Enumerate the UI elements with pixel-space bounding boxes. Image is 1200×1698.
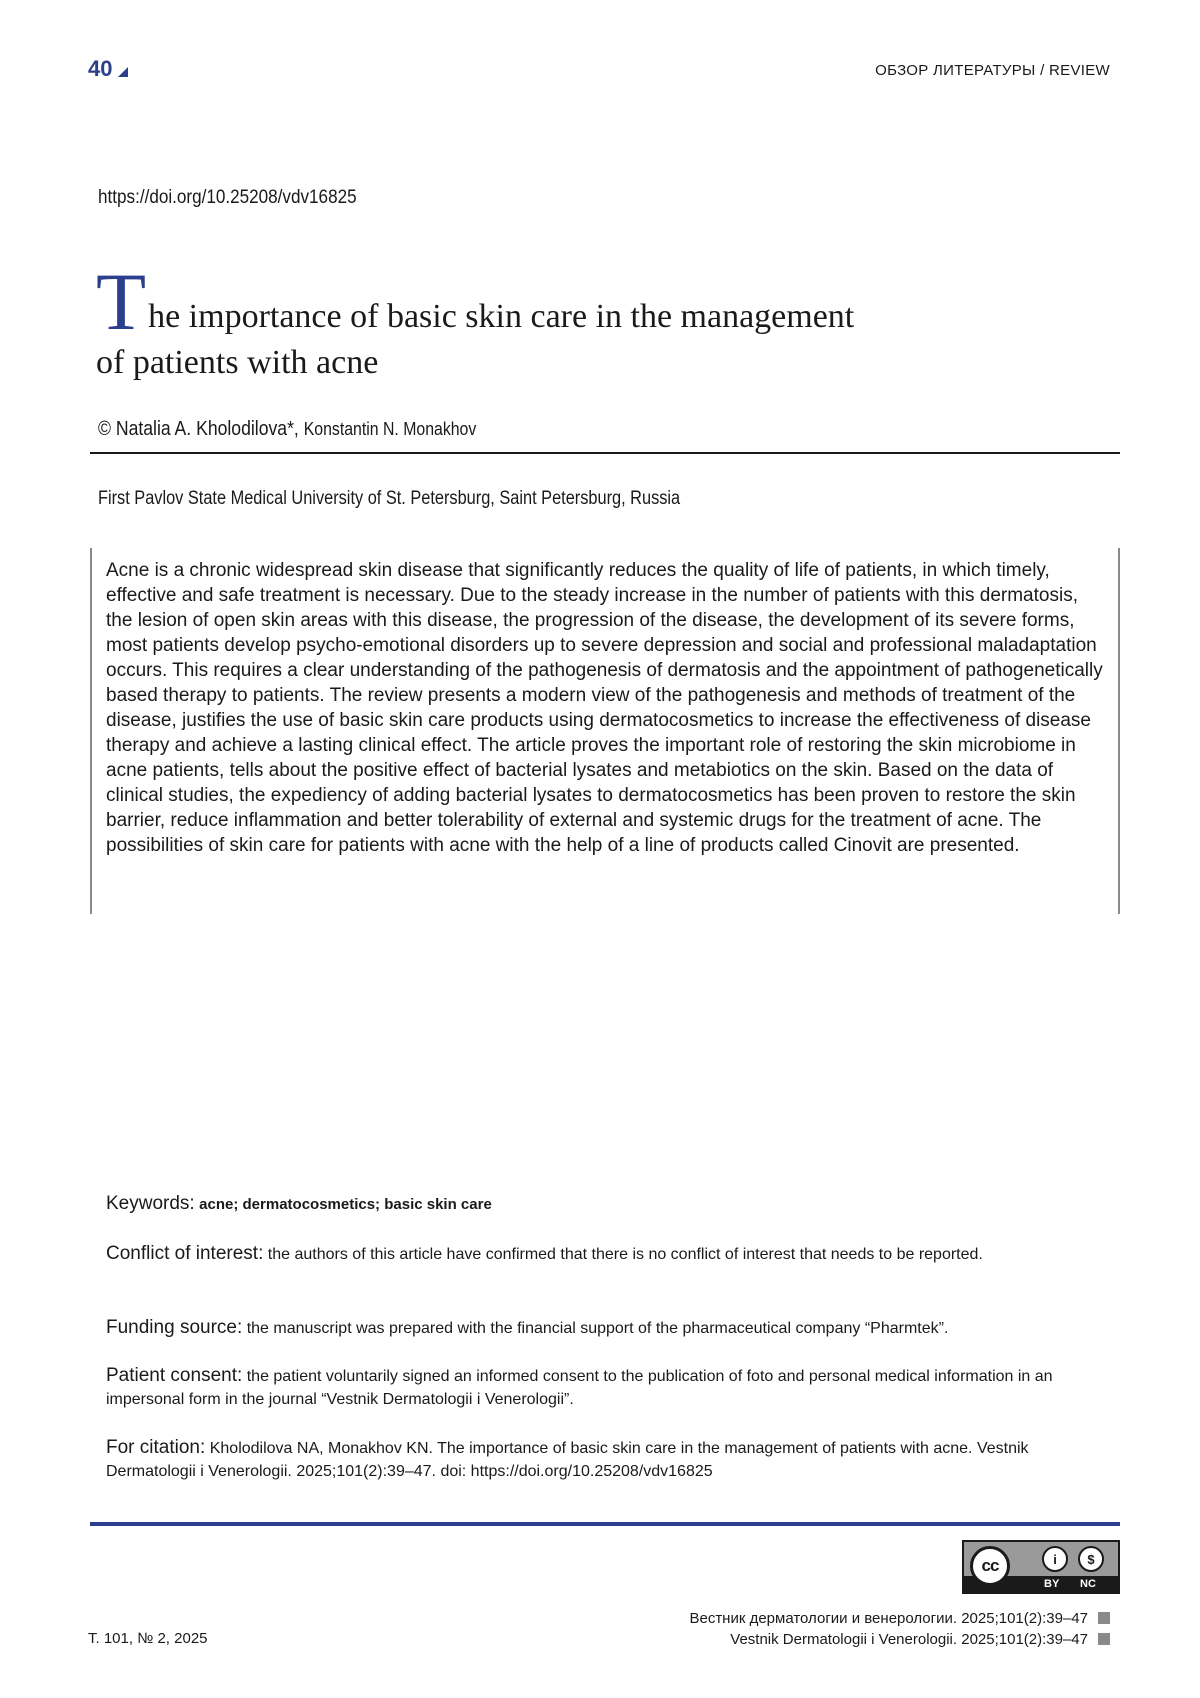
square-bullet-icon bbox=[1098, 1633, 1110, 1645]
doi-link[interactable]: https://doi.org/10.25208/vdv16825 bbox=[98, 187, 357, 208]
cc-license-badge[interactable] bbox=[962, 1540, 1120, 1594]
funding-value: the manuscript was prepared with the financial support of the pharmaceutical company “Pharmtek”. bbox=[246, 1320, 949, 1337]
divider-rule bbox=[90, 452, 1120, 454]
consent-block bbox=[106, 1364, 1106, 1411]
consent-label: Patient consent: bbox=[106, 1365, 243, 1386]
article-title bbox=[96, 256, 956, 386]
footer-journal bbox=[689, 1608, 1088, 1650]
keywords-block bbox=[106, 1192, 1106, 1216]
attribution-icon: i bbox=[1042, 1546, 1068, 1572]
funding-label: Funding source: bbox=[106, 1317, 243, 1338]
footer-rule bbox=[90, 1522, 1120, 1526]
page-number bbox=[88, 56, 128, 82]
abstract: Acne is a chronic widespread skin disease that significantly reduces the quality of life of patients, in which timely, effective and safe treatment is necessary. Due to the steady increase in the number of patients with this dermatosis, the lesion of open skin areas with this disease, the progression of the disease, the development of its severe forms, most patients develop psycho-emotional disorders up to severe depression and social and professional maladaptation occurs. This requires a clear understanding of the pathogenesis of dermatosis and the appointment of pathogenetically based therapy to patients. The review presents a modern view of the pathogenesis and methods of treatment of the disease, justifies the use of basic skin care products using dermatocosmetics to increase the effectiveness of disease therapy and achieve a lasting clinical effect. The article proves the important role of restoring the skin microbiome in acne patients, tells about the positive effect of bacterial lysates and metabiotics on the skin. Based on the data of clinical studies, the expediency of adding bacterial lysates to dermatocosmetics has been proven to restore the skin barrier, reduce inflammation and better tolerability of external and systemic drugs for the treatment of acne. The possibilities of skin care for patients with acne with the help of a line of products called Cinovit are presented. bbox=[106, 560, 1103, 856]
citation-label: For citation: bbox=[106, 1437, 206, 1458]
title-line-1: he importance of basic skin care in the management bbox=[148, 298, 855, 335]
author-second: Konstantin N. Monakhov bbox=[303, 419, 477, 439]
conflict-value: the authors of this article have confirmed that there is no conflict of interest that needs to be reported. bbox=[267, 1246, 983, 1263]
cc-by-label: BY bbox=[1044, 1578, 1060, 1590]
corner-triangle-icon bbox=[118, 67, 128, 77]
keywords-label: Keywords: bbox=[106, 1193, 195, 1214]
cc-nc-label: NC bbox=[1080, 1578, 1096, 1590]
footer-journal-en: Vestnik Dermatologii i Venerologii. 2025;101(2):39–47 bbox=[730, 1631, 1088, 1648]
noncommercial-icon: $ bbox=[1078, 1546, 1104, 1572]
title-line-2: of patients with acne bbox=[96, 344, 379, 381]
authors bbox=[98, 418, 476, 441]
keywords-value: acne; dermatocosmetics; basic skin care bbox=[199, 1196, 492, 1213]
section-label: ОБЗОР ЛИТЕРАТУРЫ / REVIEW bbox=[875, 62, 1110, 79]
conflict-label: Conflict of interest: bbox=[106, 1243, 264, 1264]
citation-value: Kholodilova NA, Monakhov KN. The importance of basic skin care in the management of patients with acne. Vestnik Dermatologii i Venerologii. 2025;101(2):39–47. doi: https://doi.org/10.25208/vdv16825 bbox=[106, 1440, 1029, 1480]
consent-value: the patient voluntarily signed an informed consent to the publication of foto and personal medical information in an impersonal form in the journal “Vestnik Dermatologii i Venerologii”. bbox=[106, 1368, 1053, 1408]
citation-block bbox=[106, 1436, 1106, 1483]
author-first: © Natalia A. Kholodilova*, bbox=[98, 418, 299, 440]
footer-journal-ru: Вестник дерматологии и венерологии. 2025;101(2):39–47 bbox=[689, 1610, 1088, 1627]
title-dropcap: T bbox=[96, 256, 147, 347]
funding-block bbox=[106, 1316, 1106, 1340]
conflict-block bbox=[106, 1242, 1106, 1266]
affiliation: First Pavlov State Medical University of St. Petersburg, Saint Petersburg, Russia bbox=[98, 488, 681, 509]
page-number-text: 40 bbox=[88, 56, 113, 81]
square-bullet-icon bbox=[1098, 1612, 1110, 1624]
creative-commons-icon: cc bbox=[970, 1546, 1010, 1586]
footer-volume: T. 101, № 2, 2025 bbox=[88, 1630, 208, 1647]
